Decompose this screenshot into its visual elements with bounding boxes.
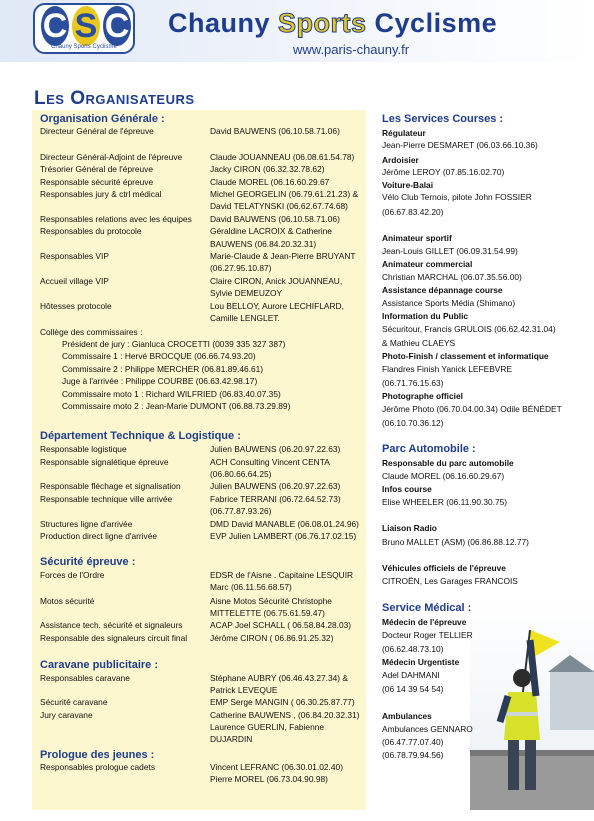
row-value: Patrick LEVEQUE (210, 685, 278, 695)
photographe-value-1: Jérôme Photo (06.70.04.00.34) Odile BÉNÉDET (382, 404, 562, 414)
infos-course-label: Infos course (382, 484, 432, 494)
voiture-balai-value-1: Vélo Club Ternois, pilote John FOSSIER (382, 192, 532, 202)
row-label: Responsable technique ville arrivée (40, 494, 173, 504)
urgentiste-value-1: Adel DAHMANI (382, 670, 440, 680)
college-item: Commissaire moto 2 : Jean-Marie DUMONT (06.88.73.29.89) (62, 401, 291, 411)
college-label: Collège des commissaires : (40, 327, 143, 337)
row-value: ACH Consulting Vincent CENTA (210, 457, 330, 467)
depannage-value: Assistance Sports Média (Shimano) (382, 298, 516, 308)
row-value: Pierre MOREL (06.73.04.90.98) (210, 774, 328, 784)
row-label: Responsables du protocole (40, 226, 142, 236)
college-item: Juge à l'arrivée : Philippe COURBE (06.63.42.98.17) (62, 376, 258, 386)
liaison-radio-label: Liaison Radio (382, 523, 437, 533)
row-label: Hôtesses protocole (40, 301, 112, 311)
urgentiste-label: Médecin Urgentiste (382, 657, 460, 667)
vehicules-label: Véhicules officiels de l'épreuve (382, 563, 506, 573)
row-label: Directeur Général de l'épreuve (40, 126, 154, 136)
row-value: Jacky CIRON (06.32.32.78.62) (210, 164, 325, 174)
logo-letter-c1: C (42, 7, 68, 45)
row-label: Production direct ligne d'arrivée (40, 531, 158, 541)
page-title: Les Organisateurs (34, 88, 195, 109)
row-value: Laurence GUERLIN, Fabienne (210, 722, 325, 732)
row-value: (06.77.87.93.26) (210, 506, 272, 516)
row-value: DUJARDIN (210, 734, 253, 744)
photographe-label: Photographe officiel (382, 391, 463, 401)
row-value: Sylvie DEMEUZOY (210, 288, 283, 298)
ambulances-value-1: Ambulances GENNARO (382, 724, 473, 734)
page-header (0, 0, 594, 62)
animateur-commercial-value: Christian MARCHAL (06.07.35.56.00) (382, 272, 522, 282)
photo-finish-value-1: Flandres Finish Yanick LEFEBVRE (382, 364, 513, 374)
flag-marshal-photo (470, 600, 594, 810)
row-label: Responsables relations avec les équipes (40, 214, 192, 224)
urgentiste-value-2: (06 14 39 54 54) (382, 684, 444, 694)
row-label: Responsables prologue cadets (40, 762, 156, 772)
college-item: Président de jury : Gianluca CROCETTI (0039 335 327 387) (62, 339, 286, 349)
logo-letters (41, 6, 131, 46)
row-value: Aisne Motos Sécurité Christophe (210, 596, 332, 606)
vehicules-value: CITROËN, Les Garages FRANCOIS (382, 576, 518, 586)
row-value: Claire CIRON, Anick JOUANNEAU, (210, 276, 343, 286)
liaison-radio-value: Bruno MALLET (ASM) (06.86.88.12.77) (382, 537, 529, 547)
animateur-commercial-label: Animateur commercial (382, 259, 473, 269)
voiture-balai-label: Voiture-Balai (382, 180, 434, 190)
title-sports: Sports (278, 8, 367, 38)
section-title-prologue: Prologue des jeunes : (40, 749, 155, 761)
row-value: Marc (06.11.56.68.57) (210, 582, 292, 592)
row-value: Géraldine LACROIX & Catherine (210, 226, 332, 236)
row-label: Responsable des signaleurs circuit final (40, 633, 188, 643)
parc-responsable-label: Responsable du parc automobile (382, 458, 514, 468)
row-value: EDSR de l'Aisne . Capitaine LESQUIR (210, 570, 354, 580)
logo-letter-s: S (72, 6, 100, 46)
row-label: Responsable fléchage et signalisation (40, 481, 181, 491)
ambulances-label: Ambulances (382, 711, 432, 721)
depannage-label: Assistance dépannage course (382, 285, 503, 295)
info-public-value-2: & Mathieu CLAEYS (382, 338, 456, 348)
section-title-securite: Sécurité épreuve : (40, 556, 136, 568)
photographe-value-2: (06.10.70.36.12) (382, 418, 444, 428)
row-label: Directeur Général-Adjoint de l'épreuve (40, 152, 183, 162)
college-item: Commissaire 1 : Hervé BROCQUE (06.66.74.93.20) (62, 351, 256, 361)
row-label: Responsables VIP (40, 251, 109, 261)
row-label: Jury caravane (40, 710, 93, 720)
row-label: Responsables jury & ctrl médical (40, 189, 162, 199)
ambulances-value-3: (06.78.79.94.56) (382, 750, 444, 760)
section-title-caravane: Caravane publicitaire : (40, 659, 158, 671)
section-title-parc: Parc Automobile : (382, 443, 476, 455)
photo-finish-label: Photo-Finish / classement et informatique (382, 351, 549, 361)
row-value: Claude MOREL (06.16.60.29.67 (210, 177, 330, 187)
row-value: Julien BAUWENS (06.20.97.22.63) (210, 481, 341, 491)
row-label: Trésorier Général de l'épreuve (40, 164, 154, 174)
row-value: MITTELETTE (06.75.61.59.47) (210, 608, 325, 618)
college-item: Commissaire 2 : Philippe MERCHER (06.81.89.46.61) (62, 364, 264, 374)
row-value: Jérôme CIRON ( 06.86.91.25.32) (210, 633, 334, 643)
csc-logo (33, 3, 135, 54)
medecin-label: Médecin de l'épreuve (382, 617, 467, 627)
row-label: Assistance tech. sécurité et signaleurs (40, 620, 183, 630)
college-item: Commissaire moto 1 : Richard WILFRIED (06.83.40.07.35) (62, 389, 281, 399)
ardoisier-label: Ardoisier (382, 155, 419, 165)
info-public-value-1: Sécuritour, Francis GRULOIS (06.62.42.31.04) (382, 324, 556, 334)
row-value: EMP Serge MANGIN ( 06.30.25.87.77) (210, 697, 355, 707)
row-value: BAUWENS (06.84.20.32.31) (210, 239, 317, 249)
voiture-balai-value-2: (06.67.83.42.20) (382, 207, 444, 217)
row-value: Julien BAUWENS (06.20.97.22.63) (210, 444, 341, 454)
row-value: Marie-Claude & Jean-Pierre BRUYANT (210, 251, 356, 261)
ambulances-value-2: (06.47.77.07.40) (382, 737, 444, 747)
row-value: Claude JOUANNEAU (06.08.61.54.78) (210, 152, 355, 162)
row-value: (06.27.95.10.87) (210, 263, 272, 273)
row-value: (06.80.66.64.25) (210, 469, 272, 479)
row-label: Structures ligne d'arrivée (40, 519, 133, 529)
row-value: David TELATYNSKI (06.62.67.74.68) (210, 201, 348, 211)
row-label: Responsable sécurité épreuve (40, 177, 154, 187)
section-title-technique: Département Technique & Logistique : (40, 430, 241, 442)
row-value: Vincent LEFRANC (06.30.01.02.40) (210, 762, 343, 772)
animateur-sportif-label: Animateur sportif (382, 233, 452, 243)
logo-letter-c2: C (104, 7, 130, 45)
row-label: Motos sécurité (40, 596, 95, 606)
row-value: Michel GEORGELIN (06.79.61.21.23) & (210, 189, 359, 199)
row-value: David BAUWENS (06.10.58.71.06) (210, 214, 340, 224)
photo-svg (470, 600, 594, 810)
row-value: DMD David MANABLE (06.08.01.24.96) (210, 519, 359, 529)
row-label: Forces de l'Ordre (40, 570, 105, 580)
row-value: EVP Julien LAMBERT (06.76.17.02.15) (210, 531, 357, 541)
medecin-value-1: Docteur Roger TELLIER (382, 630, 473, 640)
medecin-value-2: (06.62.48.73.10) (382, 644, 444, 654)
animateur-sportif-value: Jean-Louis GILLET (06.09.31.54.99) (382, 246, 518, 256)
regulateur-label: Régulateur (382, 128, 426, 138)
infos-course-value: Elise WHEELER (06.11.90.30.75) (382, 497, 508, 507)
site-url[interactable]: www.paris-chauny.fr (293, 42, 410, 57)
row-label: Responsable logistique (40, 444, 127, 454)
photo-finish-value-2: (06.71.76.15.63) (382, 378, 444, 388)
row-label: Sécurité caravane (40, 697, 108, 707)
row-label: Accueil village VIP (40, 276, 109, 286)
row-value: Fabrice TERRANI (06.72.64.52.73) (210, 494, 341, 504)
title-chauny: Chauny (168, 8, 279, 38)
regulateur-value: Jean-Pierre DESMARET (06.03.66.10.36) (382, 140, 538, 150)
row-value: Camille LENGLET. (210, 313, 280, 323)
logo-subtitle: Chauny Sports Cyclisme (51, 44, 117, 50)
title-cyclisme: Cyclisme (366, 8, 498, 38)
row-value: Catherine BAUWENS , (06.84.20.32.31) (210, 710, 360, 720)
ardoisier-value: Jérôme LEROY (07.85.16.02.70) (382, 167, 505, 177)
info-public-label: Information du Public (382, 311, 469, 321)
row-value: Stéphane AUBRY (06.46.43.27.34) & (210, 673, 348, 683)
section-title-medical: Service Médical : (382, 602, 472, 614)
row-label: Responsable signalétique épreuve (40, 457, 169, 467)
row-value: Lou BELLOY, Aurore LECHIFLARD, (210, 301, 344, 311)
row-value: David BAUWENS (06.10.58.71.06) (210, 126, 340, 136)
row-label: Responsables caravane (40, 673, 130, 683)
row-value: ACAP Joel SCHALL ( 06.58.84.28.03) (210, 620, 352, 630)
section-title-courses: Les Services Courses : (382, 113, 504, 125)
parc-responsable-value: Claude MOREL (06.16.60.29.67) (382, 471, 505, 481)
site-title (168, 8, 497, 39)
section-title-organisation: Organisation Générale : (40, 113, 165, 125)
